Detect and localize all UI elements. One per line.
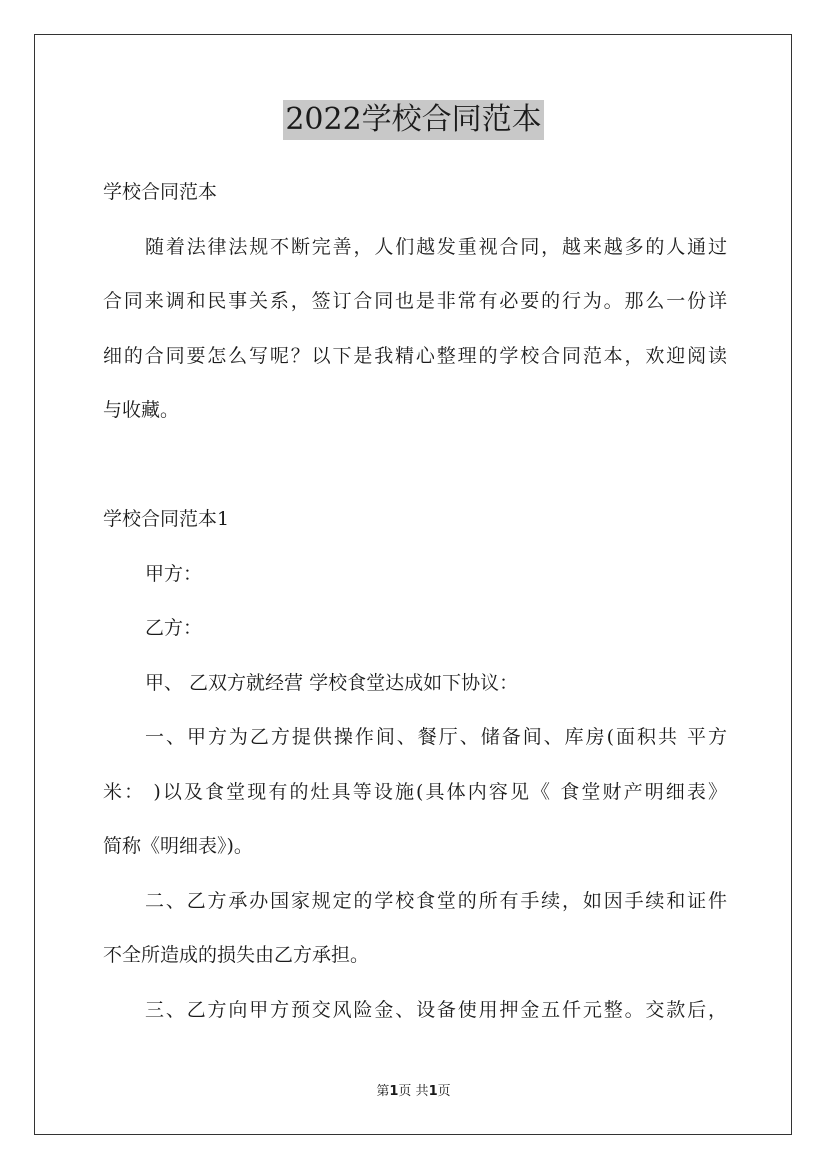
- footer-page-number: 1: [389, 1084, 399, 1099]
- section-heading: 学校合同范本1: [103, 508, 230, 530]
- clause-line: 米： )以及食堂现有的灶具等设施(具体内容见《 食堂财产明细表》: [103, 780, 727, 803]
- paragraph-line: 合同来调和民事关系，签订合同也是非常有必要的行为。那么一份详: [103, 290, 727, 312]
- blank-line: [103, 438, 727, 493]
- document-title: 2022学校合同范本: [283, 100, 543, 140]
- section-heading: 学校合同范本: [103, 181, 218, 203]
- page-footer: [0, 1083, 827, 1101]
- paragraph-line: 随着法律法规不断完善，人们越发重视合同，越来越多的人通过: [145, 235, 727, 258]
- paragraph-line: 细的合同要怎么写呢？以下是我精心整理的学校合同范本，欢迎阅读: [103, 344, 727, 367]
- footer-suffix: 页: [437, 1084, 451, 1099]
- document-body: [103, 165, 727, 1037]
- title-container: [0, 100, 827, 140]
- clause-line: 简称《明细表》)。: [103, 835, 253, 857]
- clause-line: 三、乙方向甲方预交风险金、设备使用押金五仟元整。交款后，: [145, 998, 727, 1021]
- party-b-label: 乙方：: [145, 617, 203, 639]
- clause-line: 不全所造成的损失由乙方承担。: [103, 944, 370, 966]
- footer-total-pages: 1: [428, 1084, 438, 1099]
- paragraph-line: 与收藏。: [103, 399, 180, 421]
- clause-line: 二、乙方承办国家规定的学校食堂的所有手续，如因手续和证件: [145, 889, 727, 912]
- footer-prefix: 第: [376, 1084, 390, 1099]
- agreement-intro: 甲、 乙双方就经营 学校食堂达成如下协议：: [145, 671, 519, 694]
- footer-mid: 页 共: [398, 1084, 429, 1099]
- clause-line: 一、甲方为乙方提供操作间、餐厅、储备间、库房(面积共 平方: [145, 726, 727, 748]
- party-a-label: 甲方：: [145, 562, 203, 585]
